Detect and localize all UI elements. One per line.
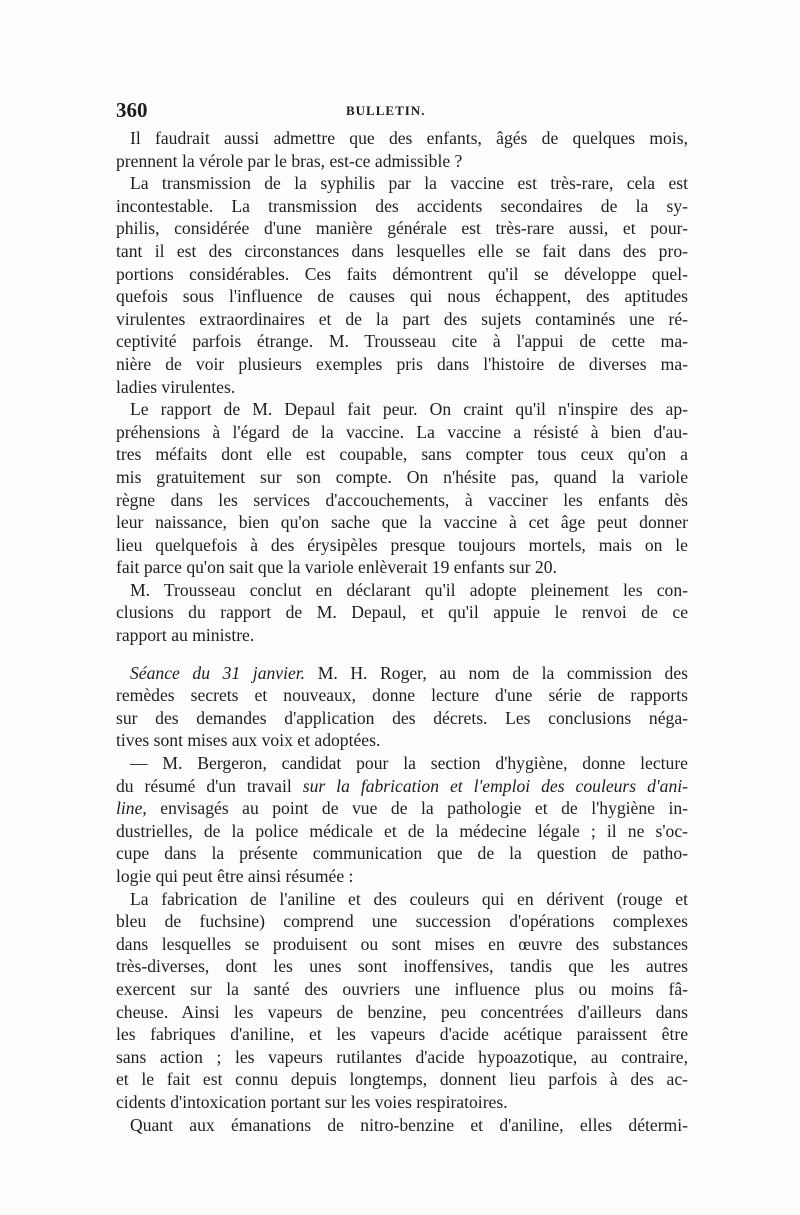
text-line: dustrielles, de la police médicale et de la médecine légale ; il ne s'oc-: [116, 820, 688, 841]
text-line: [116, 662, 688, 685]
text-line: mis gratuitement sur son compte. On n'hésite pas, quand la variole: [116, 466, 688, 487]
text-line: très-diverses, dont les unes sont inoffensives, tandis que les autres: [116, 956, 688, 977]
text-line: lieu quelquefois à des érysipèles presque toujours mortels, mais on le: [116, 534, 688, 555]
text-line: sur des demandes d'application des décrets. Les conclusions néga-: [116, 707, 688, 728]
text-line: — M. Bergeron, candidat pour la section d'hygiène, donne lecture: [130, 753, 688, 774]
text-line: et le fait est connu depuis longtemps, donnent lieu parfois à des ac-: [116, 1069, 688, 1090]
text-line: les fabriques d'aniline, et les vapeurs d'acide acétique paraissent être: [116, 1024, 688, 1045]
text-line: portions considérables. Ces faits démontrent qu'il se développe quel-: [116, 263, 688, 284]
running-head: BULLETIN.: [346, 103, 426, 118]
bergeron-paragraph: [116, 752, 688, 888]
text-line: tant il est des circonstances dans lesquelles elle se fait dans des pro-: [116, 240, 688, 261]
text-line: règne dans les services d'accouchements, à vacciner les enfants dès: [116, 489, 688, 510]
text-line: Il faudrait aussi admettre que des enfants, âgés de quelques mois,: [130, 128, 688, 148]
text-line: philis, considérée d'une manière générale est très-rare aussi, et pour-: [116, 218, 688, 239]
paragraph: [116, 127, 688, 172]
text-line: nière de voir plusieurs exemples pris dans l'histoire de diverses ma-: [116, 353, 688, 374]
final-paragraph: [116, 1114, 688, 1137]
text-line: ladies virulentes.: [116, 376, 236, 397]
text-span: M. H. Roger, au nom de la commission des: [305, 662, 689, 683]
text-span: du résumé d'un travail: [116, 775, 303, 796]
text-line: dans lesquelles se produisent ou sont mises en œuvre des substances: [116, 933, 688, 954]
paragraph: [116, 398, 688, 579]
text-line: Quant aux émanations de nitro-benzine et d'aniline, elles détermi-: [130, 1114, 688, 1135]
work-title: line: [116, 798, 143, 819]
text-line: cidents d'intoxication portant sur les voies respiratoires.: [116, 1091, 508, 1112]
text-line: La transmission de la syphilis par la vaccine est très-rare, cela est: [130, 173, 688, 194]
page-header: [116, 98, 688, 126]
text-line: virulentes extraordinaires et de la part des sujets contaminés une ré-: [116, 308, 688, 329]
text-span: , envisagés au point de vue de la pathologie et de l'hygiène in-: [142, 798, 688, 819]
text-line: [116, 775, 688, 798]
text-line: prennent la vérole par le bras, est-ce admissible ?: [116, 150, 463, 171]
paragraph: [116, 172, 688, 398]
text-line: exercent sur la santé des ouvriers une influence plus ou moins fâ-: [116, 978, 688, 999]
aniline-paragraph: [116, 888, 688, 1114]
text-line: ceptivité parfois étrange. M. Trousseau cite à l'appui de cette ma-: [116, 331, 688, 352]
text-line: tres méfaits dont elle est coupable, sans compter tous ceux qu'on a: [116, 444, 688, 465]
text-line: [116, 797, 688, 820]
body-text: [116, 127, 688, 1136]
text-line: remèdes secrets et nouveaux, donne lecture d'une série de rapports: [116, 685, 688, 706]
section-gap: [116, 647, 688, 662]
work-title: sur la fabrication et l'emploi des couleurs d'ani-: [302, 775, 688, 796]
text-line: La fabrication de l'aniline et des couleurs qui en dérivent (rouge et: [130, 888, 688, 909]
text-line: fait parce qu'on sait que la variole enlèverait 19 enfants sur 20.: [116, 557, 557, 578]
text-line: quefois sous l'influence de causes qui nous échappent, des aptitudes: [116, 286, 688, 307]
text-line: Le rapport de M. Depaul fait peur. On craint qu'il n'inspire des ap-: [130, 399, 688, 420]
text-line: préhensions à l'égard de la vaccine. La vaccine a résisté à bien d'au-: [116, 421, 688, 442]
text-line: bleu de fuchsine) comprend une succession d'opérations complexes: [116, 911, 688, 932]
seance-date: Séance du 31 janvier.: [130, 662, 306, 683]
seance-paragraph: [116, 662, 688, 752]
text-line: cheuse. Ainsi les vapeurs de benzine, peu concentrées d'ailleurs dans: [116, 1001, 688, 1022]
text-line: clusions du rapport de M. Depaul, et qu'il appuie le renvoi de ce: [116, 602, 688, 623]
text-line: sans action ; les vapeurs rutilantes d'acide hypoazotique, au contraire,: [116, 1046, 688, 1067]
paragraph: [116, 579, 688, 647]
text-line: cupe dans la présente communication que de la question de patho-: [116, 843, 688, 864]
page-number: 360: [116, 98, 148, 122]
text-line: M. Trousseau conclut en déclarant qu'il adopte pleinement les con-: [130, 579, 688, 600]
text-line: tives sont mises aux voix et adoptées.: [116, 730, 381, 751]
text-line: logie qui peut être ainsi résumée :: [116, 866, 354, 886]
text-line: incontestable. La transmission des accidents secondaires de la sy-: [116, 195, 688, 216]
text-line: rapport au ministre.: [116, 625, 255, 646]
text-line: leur naissance, bien qu'on sache que la vaccine à cet âge peut donner: [116, 512, 688, 533]
